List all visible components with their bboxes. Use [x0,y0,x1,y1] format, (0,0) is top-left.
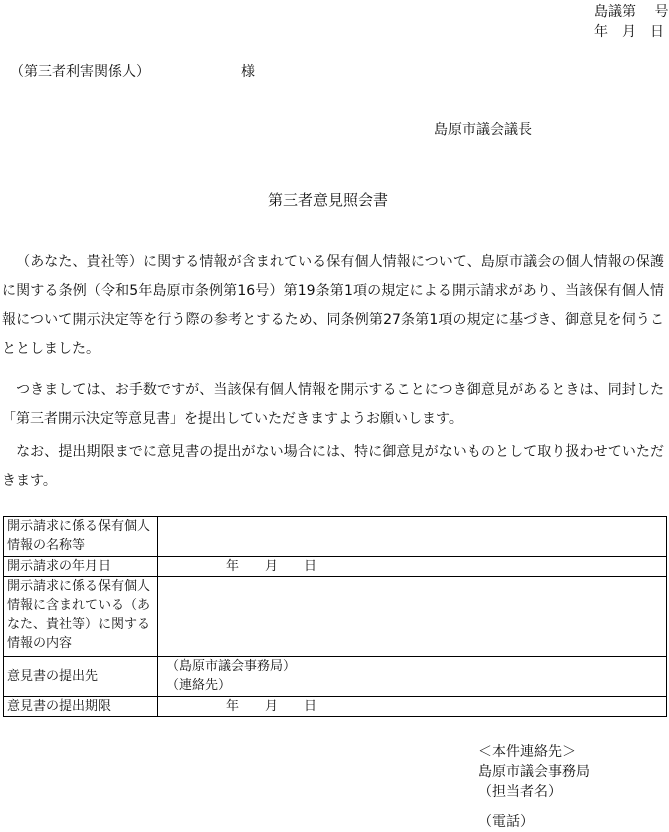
submit-to-office: （島原市議会事務局） [166,659,297,674]
table-value-request-name [158,517,667,557]
table-row [4,697,667,717]
table-label-request-name: 開示請求に係る保有個人情報の名称等 [4,517,158,557]
contact-phone: （電話） [478,814,534,830]
table-label-deadline: 意見書の提出期限 [4,697,158,717]
info-table [3,516,667,717]
table-label-request-date: 開示請求の年月日 [4,557,158,577]
table-row [4,517,667,557]
table-value-request-date: 年 月 日 [158,557,667,577]
contact-heading: ＜本件連絡先＞ [478,744,576,760]
table-value-info-content [158,577,667,657]
body-paragraph-2 [2,376,664,434]
contact-office: 島原市議会事務局 [478,764,590,780]
body-paragraph-1-text: （あなた、貴社等）に関する情報が含まれている保有個人情報について、島原市議会の個人情報の保護に関する条例（令和5年島原市条例第16号）第19条第1項の規定による開示請求があり、当該保有個人情報について開示決定等を行う際の参考とするため、同条例第27条第1項の規定に基づき、御意見を伺うこととしました。 [2,254,664,357]
document-title: 第三者意見照会書 [268,191,389,209]
table-label-info-content: 開示請求に係る保有個人情報に含まれている（あなた、貴社等）に関する情報の内容 [4,577,158,657]
table-row [4,557,667,577]
table-value-submit-to [158,657,667,697]
body-paragraph-2-text: つきましては、お手数ですが、当該保有個人情報を開示することにつき御意見があるときは、同封した「第三者開示決定等意見書」を提出していただきますようお願いします。 [2,382,664,427]
table-row [4,657,667,697]
body-paragraph-1 [2,248,664,364]
body-paragraph-3 [2,438,664,496]
table-label-submit-to: 意見書の提出先 [4,657,158,697]
table-row [4,577,667,657]
document-number: 島議第 号 [594,4,669,20]
table-value-deadline: 年 月 日 [158,697,667,717]
submit-to-contact: （連絡先） [166,678,232,693]
document-date: 年 月 日 [594,24,664,40]
recipient-line: （第三者利害関係人） 様 [10,64,255,80]
body-paragraph-3-text: なお、提出期限までに意見書の提出がない場合には、特に御意見がないものとして取り扱わせていただきます。 [2,444,664,489]
sender-name: 島原市議会議長 [434,122,532,138]
contact-person: （担当者名） [478,784,562,800]
